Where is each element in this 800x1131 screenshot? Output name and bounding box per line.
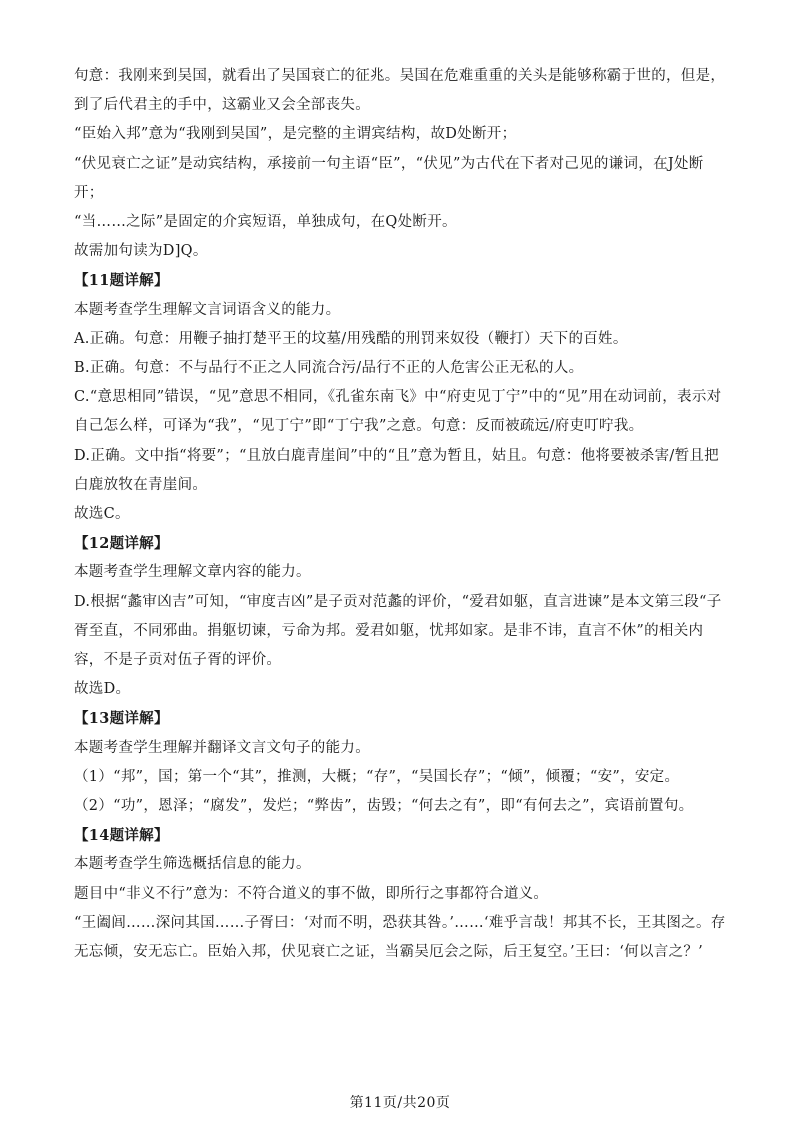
page-number-footer: 第11页/共20页: [349, 1095, 451, 1111]
paragraph-12-answer: 故选D。: [74, 681, 131, 698]
paragraph-14-meaning: 题目中“非义不行”意为：不符合道义的事不做，即所行之事都符合道义。: [74, 885, 549, 902]
paragraph-11-option-d: D.正确。文中指“将要”；“且放白鹿青崖间”中的“且”意为暂且，姑且。句意：他将要被杀害/暂且把白鹿放牧在青崖间。: [74, 447, 719, 493]
paragraph-13-intro: 本题考查学生理解并翻译文言文句子的能力。: [74, 739, 370, 756]
paragraph-14-intro: 本题考查学生筛选概括信息的能力。: [74, 856, 311, 873]
paragraph-break-j: “伏见衰亡之证”是动宾结构，承接前一句主语“臣”，“伏见”为古代在下者对己见的谦词，在J处断开；: [74, 155, 704, 201]
paragraph-answer-punctuation: 故需加句读为D]Q。: [74, 243, 208, 260]
paragraph-11-option-a: A.正确。句意：用鞭子抽打楚平王的坟墓/用残酷的刑罚来奴役（鞭打）天下的百姓。: [74, 330, 628, 347]
paragraph-14-quote: “王阖闾……深问其国……子胥曰：‘对而不明，恐获其咎。’……‘难乎言哉！邦其不长，王其图之。存无忘倾，安无忘亡。臣始入邦，伏见衰亡之证，当霸吴厄会之际，后王复空。’王曰：‘何以言之？’: [74, 914, 726, 961]
paragraph-break-q: “当……之际”是固定的介宾短语，单独成句，在Q处断开。: [74, 214, 457, 231]
section-heading-11: 【11题详解】: [74, 272, 169, 290]
paragraph-11-option-c: C.“意思相同”错误，“见”意思不相同，《孔雀东南飞》中“府吏见丁宁”中的“见”用在动词前，表示对自己怎么样，可译为“我”，“见丁宁”即“丁宁我”之意。句意：反而被疏远/府吏叮咛我。: [74, 389, 722, 435]
paragraph-12-option-d: D.根据“蠡审凶吉”可知，“审度吉凶”是子贡对范蠡的评价，“爱君如躯，直言进谏”是本文第三段“子胥至直，不同邪曲。捐躯切谏，亏命为邦。爱君如躯，忧邦如家。是非不讳，直言不休”的相关内容，不是子贡对伍子胥的评价。: [74, 593, 722, 669]
paragraph-13-item-1: （1）“邦”，国；第一个“其”，推测，大概；“存”，“吴国长存”；“倾”，倾覆；“安”，安定。: [74, 768, 680, 785]
document-body: [74, 62, 730, 967]
paragraph-11-intro: 本题考查学生理解文言词语含义的能力。: [74, 301, 341, 318]
section-heading-14: 【14题详解】: [74, 827, 169, 845]
paragraph-sentence-meaning: 句意：我刚来到吴国，就看出了吴国衰亡的征兆。吴国在危难重重的关头是能够称霸于世的，但是，到了后代君主的手中，这霸业又会全部丧失。: [74, 68, 726, 114]
paragraph-12-intro: 本题考查学生理解文章内容的能力。: [74, 564, 311, 581]
paragraph-11-answer: 故选C。: [74, 506, 130, 523]
section-heading-13: 【13题详解】: [74, 710, 169, 728]
section-heading-12: 【12题详解】: [74, 535, 169, 553]
paragraph-break-d: “臣始入邦”意为“我刚到吴国”，是完整的主谓宾结构，故D处断开；: [74, 126, 517, 143]
paragraph-13-item-2: （2）“功”，恩泽；“腐发”，发烂；“弊齿”，齿毁；“何去之有”，即“有何去之”，宾语前置句。: [74, 798, 694, 815]
paragraph-11-option-b: B.正确。句意：不与品行不正之人同流合污/品行不正的人危害公正无私的人。: [74, 360, 584, 377]
